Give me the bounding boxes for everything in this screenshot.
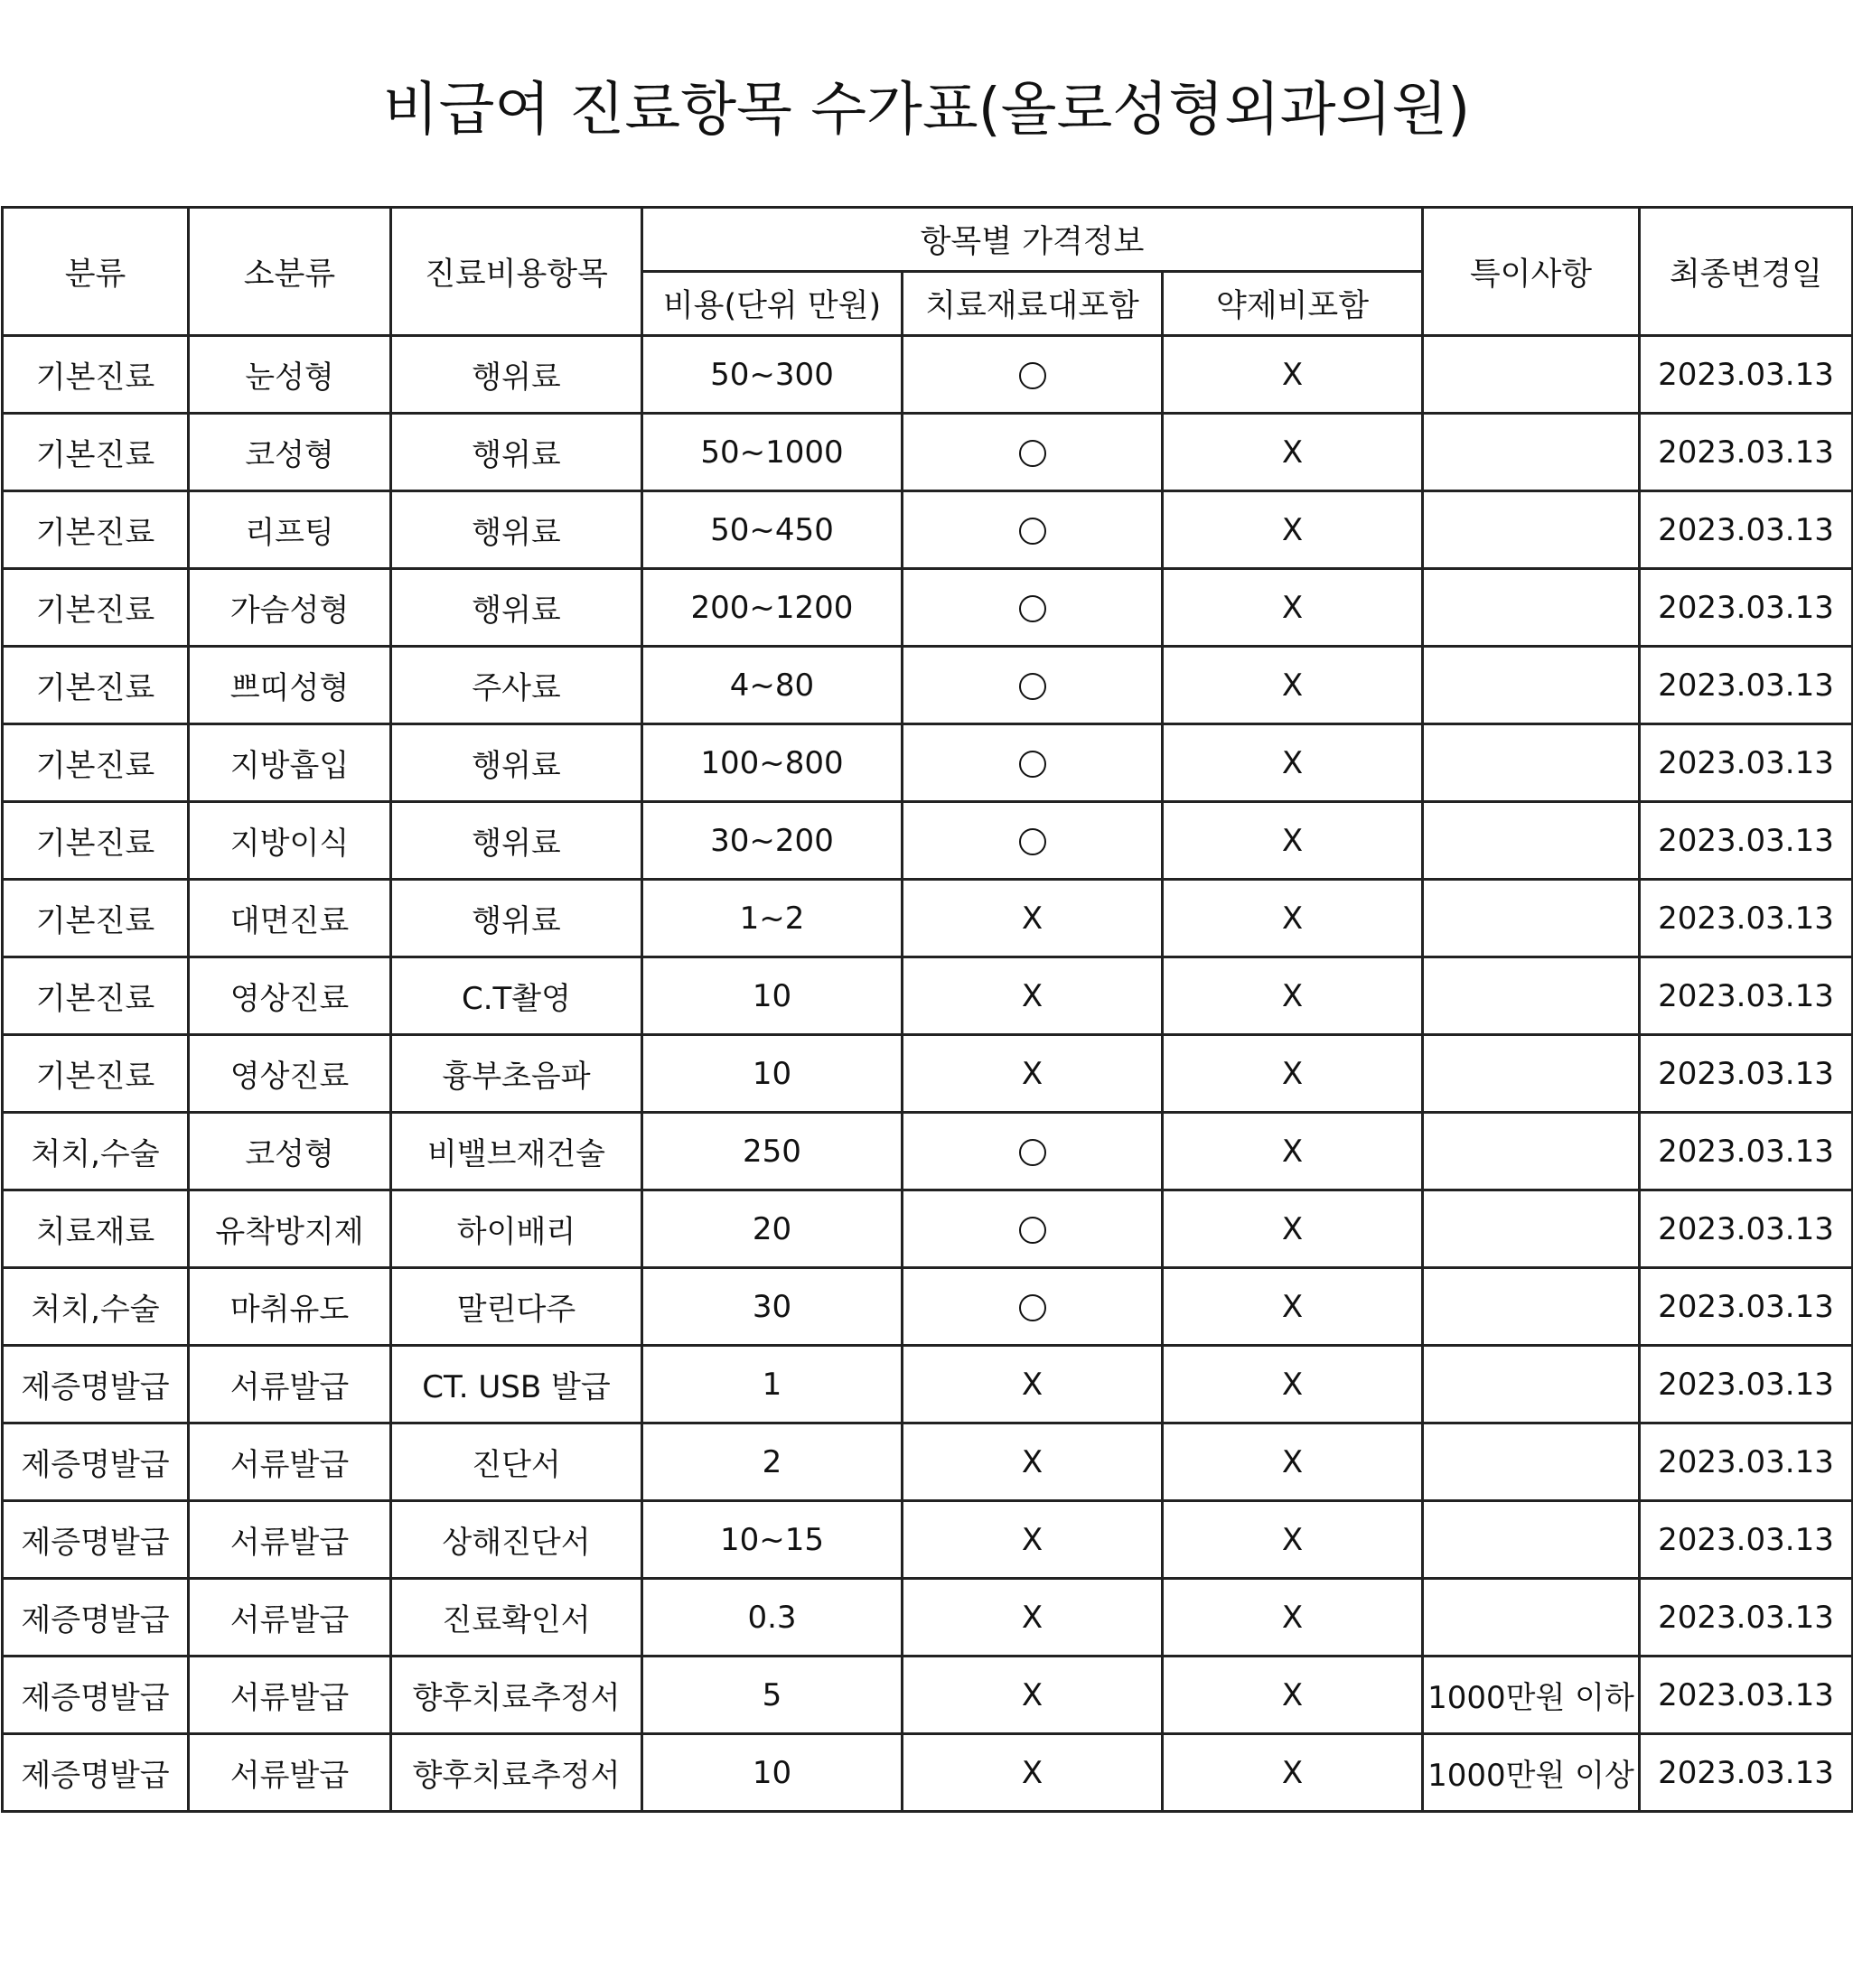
cell-subcategory: 유착방지제 <box>189 1190 391 1268</box>
cell-cost: 250 <box>642 1113 903 1190</box>
cell-item: 행위료 <box>391 802 642 880</box>
cell-note <box>1423 880 1640 957</box>
cell-subcategory: 서류발급 <box>189 1501 391 1579</box>
cell-note <box>1423 491 1640 569</box>
cell-updated: 2023.03.13 <box>1640 647 1853 724</box>
cell-cost: 10~15 <box>642 1501 903 1579</box>
table-row <box>3 1423 1853 1501</box>
header-item: 진료비용항목 <box>391 208 642 336</box>
cell-cost: 1 <box>642 1346 903 1423</box>
table-row <box>3 1035 1853 1113</box>
cell-updated: 2023.03.13 <box>1640 1734 1853 1812</box>
cell-updated: 2023.03.13 <box>1640 957 1853 1035</box>
cell-updated: 2023.03.13 <box>1640 414 1853 491</box>
cell-drug-included: X <box>1163 1579 1423 1657</box>
cell-drug-included: X <box>1163 1346 1423 1423</box>
cell-category: 기본진료 <box>3 880 189 957</box>
cell-subcategory: 영상진료 <box>189 1035 391 1113</box>
cell-note: 1000만원 이하 <box>1423 1657 1640 1734</box>
cell-category: 처치,수술 <box>3 1113 189 1190</box>
cell-note <box>1423 802 1640 880</box>
cell-item: 행위료 <box>391 336 642 414</box>
header-category: 분류 <box>3 208 189 336</box>
cell-note <box>1423 724 1640 802</box>
cell-material-included <box>903 802 1163 880</box>
table-row <box>3 1734 1853 1812</box>
cell-subcategory: 서류발급 <box>189 1423 391 1501</box>
cell-category: 기본진료 <box>3 724 189 802</box>
cell-subcategory: 지방흡입 <box>189 724 391 802</box>
cell-category: 기본진료 <box>3 491 189 569</box>
table-row <box>3 491 1853 569</box>
cell-note <box>1423 414 1640 491</box>
header-updated: 최종변경일 <box>1640 208 1853 336</box>
cell-updated: 2023.03.13 <box>1640 1268 1853 1346</box>
cell-category: 제증명발급 <box>3 1734 189 1812</box>
cell-updated: 2023.03.13 <box>1640 1113 1853 1190</box>
cell-material-included: X <box>903 1734 1163 1812</box>
cell-material-included <box>903 647 1163 724</box>
cell-subcategory: 가슴성형 <box>189 569 391 647</box>
page-title: 비급여 진료항목 수가표(올로성형외과의원) <box>382 77 1471 144</box>
cell-note <box>1423 1423 1640 1501</box>
cell-material-included <box>903 1268 1163 1346</box>
cell-category: 제증명발급 <box>3 1423 189 1501</box>
cell-material-included: X <box>903 1346 1163 1423</box>
cell-note <box>1423 957 1640 1035</box>
cell-updated: 2023.03.13 <box>1640 880 1853 957</box>
cell-subcategory: 영상진료 <box>189 957 391 1035</box>
cell-cost: 200~1200 <box>642 569 903 647</box>
cell-drug-included: X <box>1163 1035 1423 1113</box>
cell-cost: 50~1000 <box>642 414 903 491</box>
cell-item: 행위료 <box>391 569 642 647</box>
cell-cost: 2 <box>642 1423 903 1501</box>
cell-drug-included: X <box>1163 491 1423 569</box>
cell-drug-included: X <box>1163 1657 1423 1734</box>
cell-item: 진단서 <box>391 1423 642 1501</box>
cell-item: 비밸브재건술 <box>391 1113 642 1190</box>
header-drug-included: 약제비포함 <box>1163 272 1423 336</box>
circle-mark-icon <box>1019 1294 1046 1321</box>
cell-updated: 2023.03.13 <box>1640 1501 1853 1579</box>
cell-item: 상해진단서 <box>391 1501 642 1579</box>
cell-material-included: X <box>903 1657 1163 1734</box>
cell-subcategory: 서류발급 <box>189 1657 391 1734</box>
table-row <box>3 414 1853 491</box>
cell-item: 하이배리 <box>391 1190 642 1268</box>
cell-note <box>1423 1346 1640 1423</box>
cell-updated: 2023.03.13 <box>1640 1657 1853 1734</box>
cell-category: 제증명발급 <box>3 1579 189 1657</box>
cell-cost: 30 <box>642 1268 903 1346</box>
cell-drug-included: X <box>1163 647 1423 724</box>
table-row <box>3 569 1853 647</box>
cell-material-included: X <box>903 957 1163 1035</box>
cell-item: C.T촬영 <box>391 957 642 1035</box>
cell-note <box>1423 1113 1640 1190</box>
cell-updated: 2023.03.13 <box>1640 491 1853 569</box>
cell-subcategory: 서류발급 <box>189 1346 391 1423</box>
cell-category: 제증명발급 <box>3 1346 189 1423</box>
cell-updated: 2023.03.13 <box>1640 1190 1853 1268</box>
cell-category: 기본진료 <box>3 1035 189 1113</box>
cell-category: 기본진료 <box>3 414 189 491</box>
cell-subcategory: 대면진료 <box>189 880 391 957</box>
cell-item: 흉부초음파 <box>391 1035 642 1113</box>
cell-note <box>1423 1035 1640 1113</box>
cell-subcategory: 지방이식 <box>189 802 391 880</box>
cell-cost: 50~450 <box>642 491 903 569</box>
cell-material-included <box>903 1190 1163 1268</box>
circle-mark-icon <box>1019 1139 1046 1166</box>
cell-drug-included: X <box>1163 880 1423 957</box>
cell-note: 1000만원 이상 <box>1423 1734 1640 1812</box>
table-row <box>3 1190 1853 1268</box>
cell-note <box>1423 336 1640 414</box>
table-row <box>3 1113 1853 1190</box>
table-row <box>3 336 1853 414</box>
cell-cost: 5 <box>642 1657 903 1734</box>
cell-material-included <box>903 491 1163 569</box>
cell-material-included <box>903 414 1163 491</box>
cell-updated: 2023.03.13 <box>1640 336 1853 414</box>
cell-item: 행위료 <box>391 880 642 957</box>
cell-material-included <box>903 724 1163 802</box>
cell-cost: 4~80 <box>642 647 903 724</box>
header-note: 특이사항 <box>1423 208 1640 336</box>
cell-drug-included: X <box>1163 957 1423 1035</box>
cell-subcategory: 리프팅 <box>189 491 391 569</box>
header-subcategory: 소분류 <box>189 208 391 336</box>
cell-drug-included: X <box>1163 1734 1423 1812</box>
cell-item: 말린다주 <box>391 1268 642 1346</box>
cell-note <box>1423 1501 1640 1579</box>
cell-updated: 2023.03.13 <box>1640 802 1853 880</box>
table-body <box>3 336 1853 1812</box>
cell-drug-included: X <box>1163 569 1423 647</box>
cell-note <box>1423 1268 1640 1346</box>
table-row <box>3 957 1853 1035</box>
cell-drug-included: X <box>1163 724 1423 802</box>
cell-item: CT. USB 발급 <box>391 1346 642 1423</box>
cell-category: 기본진료 <box>3 957 189 1035</box>
cell-updated: 2023.03.13 <box>1640 724 1853 802</box>
table-header <box>3 208 1853 336</box>
cell-cost: 30~200 <box>642 802 903 880</box>
cell-drug-included: X <box>1163 1268 1423 1346</box>
cell-subcategory: 서류발급 <box>189 1734 391 1812</box>
cell-item: 행위료 <box>391 724 642 802</box>
fee-table <box>1 206 1853 1813</box>
cell-material-included: X <box>903 1035 1163 1113</box>
cell-subcategory: 코성형 <box>189 414 391 491</box>
cell-drug-included: X <box>1163 1501 1423 1579</box>
cell-category: 기본진료 <box>3 569 189 647</box>
header-material-included: 치료재료대포함 <box>903 272 1163 336</box>
table-row <box>3 1346 1853 1423</box>
cell-material-included <box>903 1113 1163 1190</box>
cell-material-included: X <box>903 880 1163 957</box>
cell-updated: 2023.03.13 <box>1640 1035 1853 1113</box>
table-row <box>3 724 1853 802</box>
cell-material-included: X <box>903 1579 1163 1657</box>
cell-note <box>1423 569 1640 647</box>
cell-drug-included: X <box>1163 802 1423 880</box>
circle-mark-icon <box>1019 440 1046 467</box>
cell-category: 제증명발급 <box>3 1501 189 1579</box>
cell-note <box>1423 1579 1640 1657</box>
cell-updated: 2023.03.13 <box>1640 569 1853 647</box>
circle-mark-icon <box>1019 595 1046 622</box>
cell-item: 진료확인서 <box>391 1579 642 1657</box>
cell-cost: 100~800 <box>642 724 903 802</box>
cell-material-included: X <box>903 1501 1163 1579</box>
cell-note <box>1423 1190 1640 1268</box>
cell-subcategory: 코성형 <box>189 1113 391 1190</box>
cell-material-included <box>903 569 1163 647</box>
table-row <box>3 1579 1853 1657</box>
circle-mark-icon <box>1019 751 1046 778</box>
cell-subcategory: 서류발급 <box>189 1579 391 1657</box>
cell-updated: 2023.03.13 <box>1640 1423 1853 1501</box>
cell-material-included: X <box>903 1423 1163 1501</box>
cell-category: 기본진료 <box>3 802 189 880</box>
cell-subcategory: 마취유도 <box>189 1268 391 1346</box>
cell-drug-included: X <box>1163 336 1423 414</box>
cell-cost: 10 <box>642 957 903 1035</box>
table-row <box>3 1268 1853 1346</box>
cell-category: 처치,수술 <box>3 1268 189 1346</box>
cell-drug-included: X <box>1163 1423 1423 1501</box>
cell-cost: 20 <box>642 1190 903 1268</box>
cell-cost: 50~300 <box>642 336 903 414</box>
table-row <box>3 1657 1853 1734</box>
cell-category: 치료재료 <box>3 1190 189 1268</box>
header-cost: 비용(단위 만원) <box>642 272 903 336</box>
table-row <box>3 802 1853 880</box>
circle-mark-icon <box>1019 828 1046 855</box>
cell-cost: 10 <box>642 1734 903 1812</box>
cell-item: 행위료 <box>391 414 642 491</box>
circle-mark-icon <box>1019 1217 1046 1244</box>
table-row <box>3 647 1853 724</box>
cell-category: 기본진료 <box>3 647 189 724</box>
cell-note <box>1423 647 1640 724</box>
cell-cost: 10 <box>642 1035 903 1113</box>
cell-item: 주사료 <box>391 647 642 724</box>
cell-subcategory: 쁘띠성형 <box>189 647 391 724</box>
cell-item: 행위료 <box>391 491 642 569</box>
cell-category: 제증명발급 <box>3 1657 189 1734</box>
cell-material-included <box>903 336 1163 414</box>
circle-mark-icon <box>1019 362 1046 389</box>
cell-drug-included: X <box>1163 1190 1423 1268</box>
circle-mark-icon <box>1019 518 1046 545</box>
cell-updated: 2023.03.13 <box>1640 1579 1853 1657</box>
table-row <box>3 1501 1853 1579</box>
cell-item: 향후치료추정서 <box>391 1657 642 1734</box>
cell-drug-included: X <box>1163 414 1423 491</box>
cell-drug-included: X <box>1163 1113 1423 1190</box>
circle-mark-icon <box>1019 673 1046 700</box>
cell-cost: 1~2 <box>642 880 903 957</box>
cell-subcategory: 눈성형 <box>189 336 391 414</box>
cell-item: 향후치료추정서 <box>391 1734 642 1812</box>
cell-cost: 0.3 <box>642 1579 903 1657</box>
header-price-group: 항목별 가격정보 <box>642 208 1423 272</box>
cell-category: 기본진료 <box>3 336 189 414</box>
table-row <box>3 880 1853 957</box>
cell-updated: 2023.03.13 <box>1640 1346 1853 1423</box>
